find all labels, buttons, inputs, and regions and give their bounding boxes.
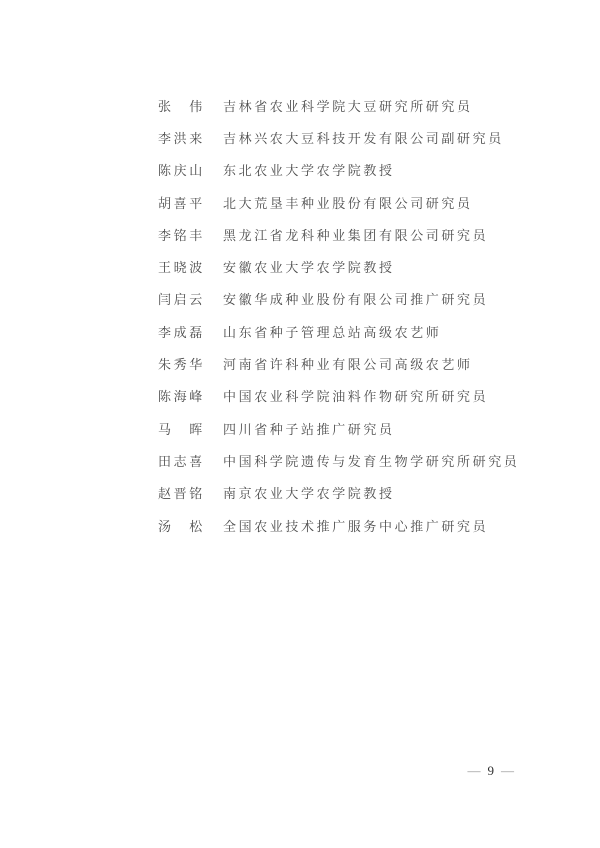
expert-name: 朱秀华 — [158, 357, 205, 373]
expert-affiliation: 东北农业大学农学院教授 — [223, 163, 395, 179]
expert-affiliation: 黑龙江省龙科种业集团有限公司研究员 — [223, 227, 489, 243]
page-number-dash-left: — — [467, 763, 481, 778]
expert-row — [158, 347, 558, 379]
expert-name: 陈庆山 — [158, 163, 205, 179]
expert-name: 李成磊 — [158, 324, 205, 340]
expert-row — [158, 154, 558, 186]
expert-affiliation: 吉林省农业科学院大豆研究所研究员 — [223, 98, 473, 114]
expert-row — [158, 477, 558, 509]
expert-name: 胡喜平 — [158, 195, 205, 211]
expert-affiliation: 中国科学院遗传与发育生物学研究所研究员 — [223, 453, 520, 469]
expert-affiliation: 中国农业科学院油料作物研究所研究员 — [223, 389, 489, 405]
expert-affiliation: 安徽农业大学农学院教授 — [223, 260, 395, 276]
expert-list — [158, 89, 558, 541]
expert-name: 马 晖 — [158, 421, 205, 437]
expert-row — [158, 283, 558, 315]
expert-row — [158, 509, 558, 541]
expert-name: 田志喜 — [158, 453, 205, 469]
expert-name: 李铭丰 — [158, 227, 205, 243]
expert-row — [158, 186, 558, 218]
expert-row — [158, 380, 558, 412]
expert-name: 张 伟 — [158, 98, 205, 114]
page-number — [468, 763, 515, 779]
expert-row — [158, 121, 558, 153]
expert-name: 李洪来 — [158, 130, 205, 146]
expert-row — [158, 250, 558, 282]
expert-name: 陈海峰 — [158, 389, 205, 405]
expert-row — [158, 444, 558, 476]
expert-row — [158, 315, 558, 347]
expert-affiliation: 吉林兴农大豆科技开发有限公司副研究员 — [223, 130, 504, 146]
expert-row — [158, 218, 558, 250]
page-number-dash-right: — — [501, 763, 514, 778]
expert-row — [158, 89, 558, 121]
expert-affiliation: 四川省种子站推广研究员 — [223, 421, 395, 437]
page-number-value: 9 — [487, 763, 494, 778]
expert-affiliation: 山东省种子管理总站高级农艺师 — [223, 324, 442, 340]
expert-name: 赵晋铭 — [158, 486, 205, 502]
expert-name: 汤 松 — [158, 518, 205, 534]
expert-affiliation: 南京农业大学农学院教授 — [223, 486, 395, 502]
expert-name: 闫启云 — [158, 292, 205, 308]
expert-affiliation: 北大荒垦丰种业股份有限公司研究员 — [223, 195, 473, 211]
expert-name: 王晓波 — [158, 260, 205, 276]
expert-affiliation: 全国农业技术推广服务中心推广研究员 — [223, 518, 489, 534]
expert-row — [158, 412, 558, 444]
expert-affiliation: 河南省许科种业有限公司高级农艺师 — [223, 357, 473, 373]
expert-affiliation: 安徽华成种业股份有限公司推广研究员 — [223, 292, 489, 308]
